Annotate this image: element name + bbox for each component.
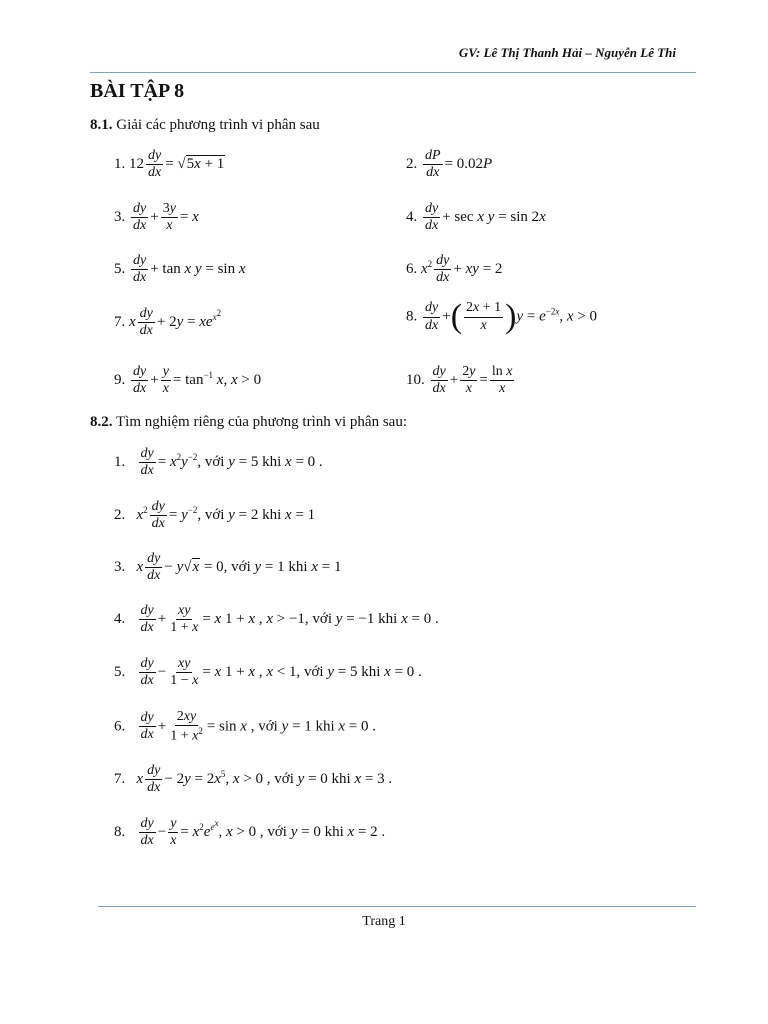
item-number: 2. xyxy=(114,507,126,524)
exercise-8-1-2: 2. $\frac{dP}{dx}$ = 0.02P xyxy=(406,148,493,181)
section-number: 8.2. xyxy=(90,414,113,430)
exercise-8-2-6: 6. $\frac{dy}{dx}$ + $\frac{2xy}{1 + x^2}$ = sin x , với y = 1 khi x = 0 . xyxy=(114,709,377,744)
exercise-8-1-5: 5. $\frac{dy}{dx}$ + tan x y = sin x xyxy=(114,253,246,286)
section-number: 8.1. xyxy=(90,117,113,133)
exercise-8-1-3: 3. $\frac{dy}{dx}$ + $\frac{3y}{x}$ = x xyxy=(114,201,199,234)
item-number: 8. xyxy=(406,308,418,325)
exercise-8-1-8: 8. $\frac{dy}{dx}$ +( $\frac{2x + 1}{x}$ )$y = e^{-2x}$, x > 0 xyxy=(406,298,597,335)
item-number: 3. xyxy=(114,209,126,226)
exercise-8-1-1: 1. 12 $\frac{dy}{dx}$ = √5x + 1 xyxy=(114,148,225,181)
exercise-8-2-4: 4. $\frac{dy}{dx}$ + $\frac{xy}{1 + x}$ = x 1 + x , x > −1, với y = −1 khi x = 0 . xyxy=(114,603,439,636)
exercise-8-2-2: 2. $x^2$ $\frac{dy}{dx}$ = $y^{-2}$, với y = 2 khi x = 1 xyxy=(114,499,316,532)
item-number: 4. xyxy=(114,611,126,628)
exercise-8-1-9: 9. $\frac{dy}{dx}$ + $\frac{y}{x}$ = $\tan^{-1} x$, x > 0 xyxy=(114,364,262,397)
exercise-8-2-8: 8. $\frac{dy}{dx}$ − $\frac{y}{x}$ = $x^2e^{e^x}$, x > 0 , với y = 0 khi x = 2 . xyxy=(114,816,386,849)
header-rule xyxy=(90,72,696,73)
item-number: 8. xyxy=(114,824,126,841)
item-number: 3. xyxy=(114,559,126,576)
item-number: 1. xyxy=(114,454,126,471)
item-number: 10. xyxy=(406,372,425,389)
section-text: Tìm nghiệm riêng của phương trình vi phân sau: xyxy=(115,414,407,430)
exercise-8-1-7: 7. x $\frac{dy}{dx}$ + $2y = xe^{x^2}$ xyxy=(114,306,222,339)
exercise-8-2-5: 5. $\frac{dy}{dx}$ − $\frac{xy}{1 - x}$ = x 1 + x , x < 1, với y = 5 khi x = 0 . xyxy=(114,656,422,689)
item-number: 4. xyxy=(406,209,418,226)
page-title: BÀI TẬP 8 xyxy=(90,80,185,102)
item-number: 6. xyxy=(114,718,126,735)
page-header: GV: Lê Thị Thanh Hải – Nguyễn Lê Thi xyxy=(458,45,676,60)
item-number: 7. xyxy=(114,314,126,331)
page-number: Trang 1 xyxy=(362,914,406,929)
exercise-8-1-6: 6. $x^2$ $\frac{dy}{dx}$ + xy = 2 xyxy=(406,253,503,286)
footer-rule xyxy=(98,906,696,907)
item-number: 2. xyxy=(406,156,418,173)
exercise-8-2-7: 7. x $\frac{dy}{dx}$ − $2y = 2x^5$, x > 0 , với y = 0 khi x = 3 . xyxy=(114,763,393,796)
item-number: 5. xyxy=(114,261,126,278)
exercise-8-2-1: 1. $\frac{dy}{dx}$ = $x^2y^{-2}$, với y = 5 khi x = 0 . xyxy=(114,446,323,479)
exercise-8-1-4: 4. $\frac{dy}{dx}$ + sec x y = sin 2x xyxy=(406,201,546,234)
section-text: Giải các phương trình vi phân sau xyxy=(116,117,320,133)
item-number: 1. xyxy=(114,156,126,173)
item-number: 6. xyxy=(406,261,418,278)
section-8-2-heading xyxy=(90,414,407,431)
section-8-1-heading xyxy=(90,117,320,134)
exercise-8-1-10: 10. $\frac{dy}{dx}$ + $\frac{2y}{x}$ = $\frac{\text{ln x}}{x}$ xyxy=(406,364,513,397)
exercise-8-2-3: 3. x $\frac{dy}{dx}$ − y√x = 0, với y = 1 khi x = 1 xyxy=(114,551,342,584)
item-number: 9. xyxy=(114,372,126,389)
item-number: 7. xyxy=(114,771,126,788)
item-number: 5. xyxy=(114,664,126,681)
